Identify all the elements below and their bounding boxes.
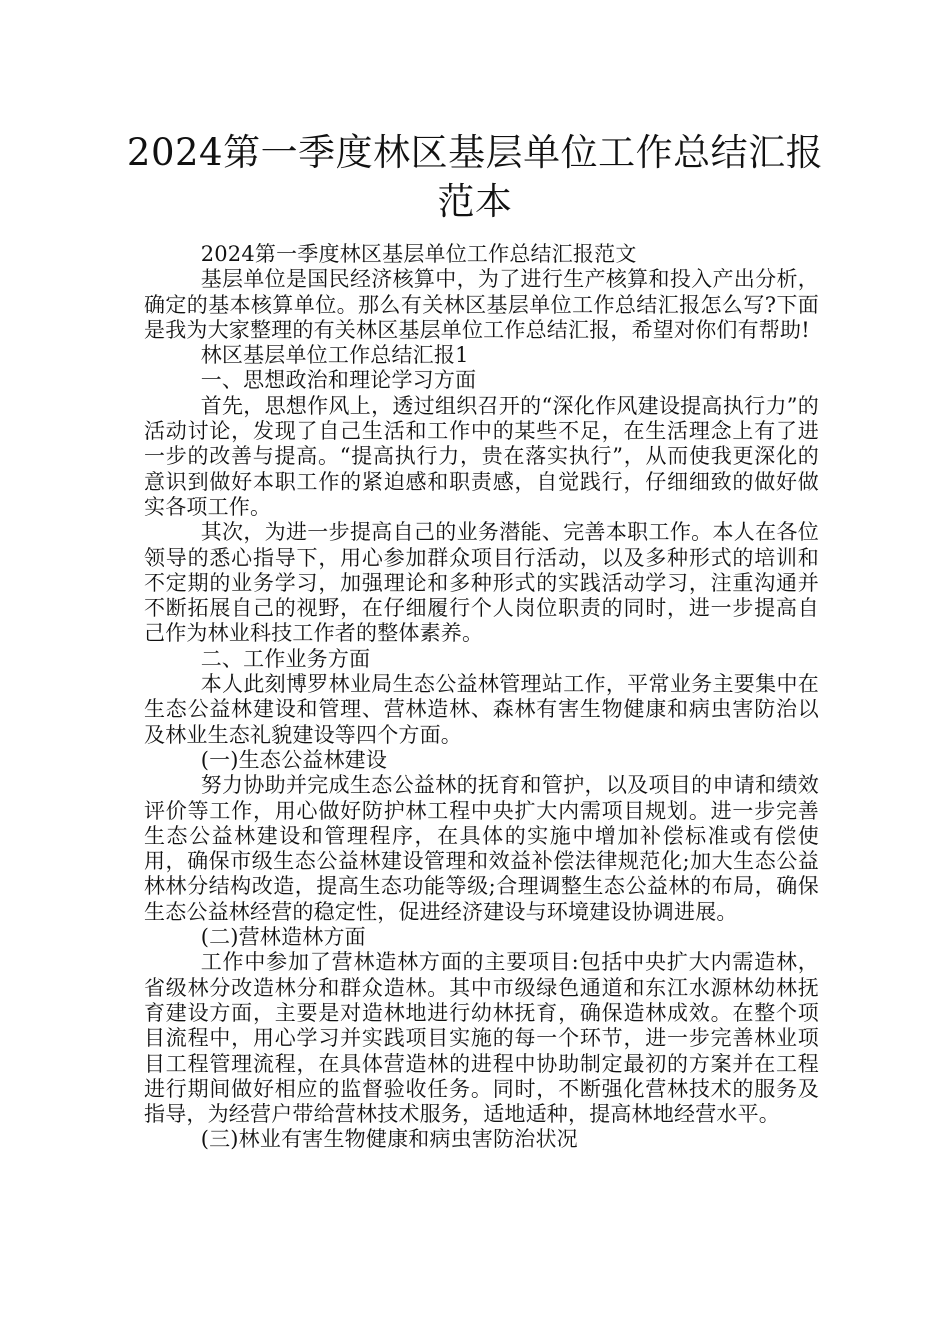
- document-title: 2024第一季度林区基层单位工作总结汇报范本: [126, 131, 824, 223]
- document-body: [144, 242, 819, 1153]
- paragraph-ecological-forest: 努力协助并完成生态公益林的抚育和管护，以及项目的申请和绩效评价等工作，用心做好防护林工程中央扩大内需项目规划。进一步完善生态公益林建设和管理程序，在具体的实施中增加补偿标准或有偿使用，确保市级生态公益林建设管理和效益补偿法律规范化;加大生态公益林林分结构改造，提高生态功能等级;合理调整生态公益林的布局，确保生态公益林经营的稳定性，促进经济建设与环境建设协调进展。: [144, 773, 819, 924]
- paragraph-report-heading: 林区基层单位工作总结汇报1: [200, 343, 469, 368]
- subsection-heading-3: (三)林业有害生物健康和病虫害防治状况: [200, 1127, 578, 1152]
- section-heading-2: 二、工作业务方面: [200, 646, 371, 671]
- paragraph-afforestation: 工作中参加了营林造林方面的主要项目:包括中央扩大内需造林，省级林分改造林分和群众造林。其中市级绿色通道和东江水源林幼林抚育建设方面，主要是对造林地进行幼林抚育，确保造林成效。在整个项目流程中，用心学习并实践项目实施的每一个环节，进一步完善林业项目工程管理流程，在具体营造林的进程中协助制定最初的方案并在工程进行期间做好相应的监督验收任务。同时，不断强化营林技术的服务及指导，为经营户带给营林技术服务，适地适种，提高林地经营水平。: [144, 950, 819, 1127]
- section-heading-1: 一、思想政治和理论学习方面: [200, 368, 477, 393]
- subsection-heading-1: (一)生态公益林建设: [200, 747, 388, 772]
- paragraph-first: 首先，思想作风上，透过组织召开的“深化作风建设提高执行力”的活动讨论，发现了自己生活和工作中的某些不足，在生活理念上有了进一步的改善与提高。“提高执行力，贵在落实执行”，从而使我更深化的意识到做好本职工作的紧迫感和职责感，自觉践行，仔细细致的做好做实各项工作。: [144, 393, 819, 519]
- paragraph-second: 其次，为进一步提高自己的业务潜能、完善本职工作。本人在各位领导的悉心指导下，用心参加群众项目行活动，以及多种形式的培训和不定期的业务学习，加强理论和多种形式的实践活动学习，注重沟通并不断拓展自己的视野，在仔细履行个人岗位职责的同时，进一步提高自己作为林业科技工作者的整体素养。: [144, 520, 819, 646]
- paragraph-subtitle: 2024第一季度林区基层单位工作总结汇报范文: [200, 242, 637, 266]
- paragraph-work-scope: 本人此刻博罗林业局生态公益林管理站工作，平常业务主要集中在生态公益林建设和管理、营林造林、森林有害生物健康和病虫害防治以及林业生态礼貌建设等四个方面。: [144, 672, 819, 747]
- paragraph-intro: 基层单位是国民经济核算中，为了进行生产核算和投入产出分析，确定的基本核算单位。那么有关林区基层单位工作总结汇报怎么写?下面是我为大家整理的有关林区基层单位工作总结汇报，希望对你们有帮助!: [144, 267, 819, 342]
- subsection-heading-2: (二)营林造林方面: [200, 925, 366, 950]
